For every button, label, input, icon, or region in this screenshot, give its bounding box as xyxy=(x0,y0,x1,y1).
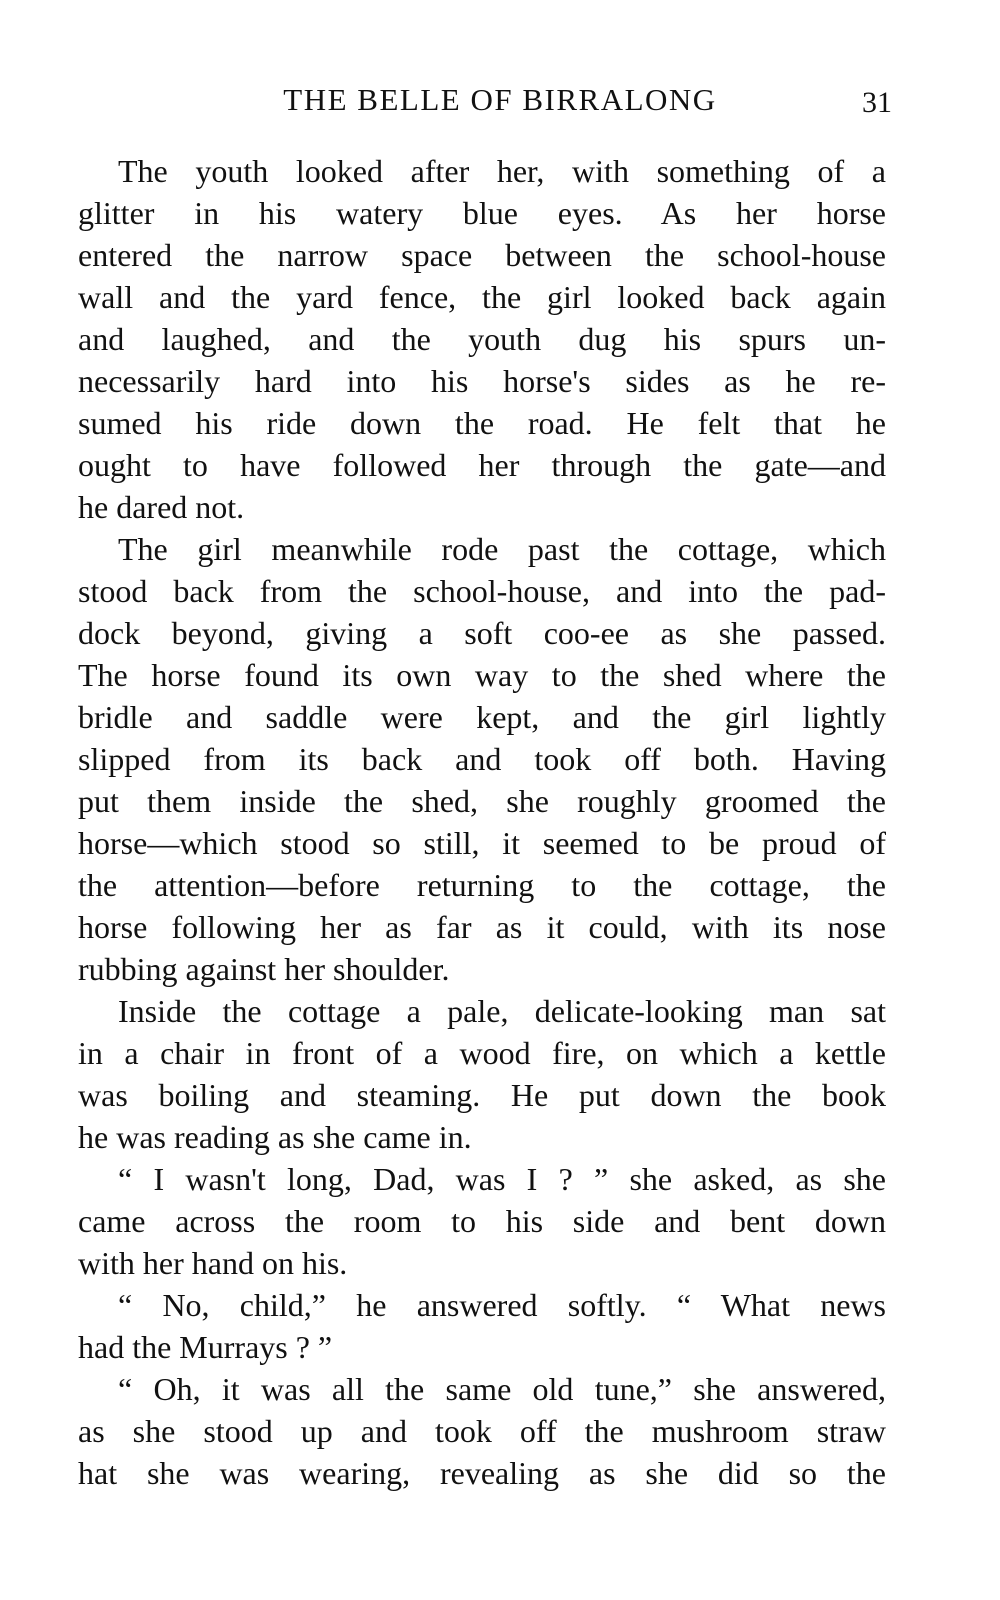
body-text xyxy=(78,150,886,1494)
text-line: slipped from its back and took off both. Having xyxy=(78,741,886,777)
text-line: sumed his ride down the road. He felt that he xyxy=(78,405,886,441)
text-line: necessarily hard into his horse's sides as he re- xyxy=(78,363,886,399)
text-line: and laughed, and the youth dug his spurs un- xyxy=(78,321,886,357)
text-line: The youth looked after her, with something of a xyxy=(118,153,886,189)
text-line: dock beyond, giving a soft coo-ee as she passed. xyxy=(78,615,886,651)
text-line: rubbing against her shoulder. xyxy=(78,951,450,987)
text-line: Inside the cottage a pale, delicate-looking man sat xyxy=(118,993,886,1029)
text-line: bridle and saddle were kept, and the girl lightly xyxy=(78,699,886,735)
text-line: The horse found its own way to the shed where the xyxy=(78,657,886,693)
text-line: “ No, child,” he answered softly. “ What news xyxy=(118,1287,886,1323)
text-line: ought to have followed her through the gate—and xyxy=(78,447,886,483)
text-line: in a chair in front of a wood fire, on which a kettle xyxy=(78,1035,886,1071)
text-line: horse—which stood so still, it seemed to be proud of xyxy=(78,825,886,861)
text-line: “ Oh, it was all the same old tune,” she answered, xyxy=(118,1371,886,1407)
text-line: entered the narrow space between the school-house xyxy=(78,237,886,273)
text-line: glitter in his watery blue eyes. As her horse xyxy=(78,195,886,231)
text-line: horse following her as far as it could, with its nose xyxy=(78,909,886,945)
text-line: as she stood up and took off the mushroom straw xyxy=(78,1413,886,1449)
running-title: THE BELLE OF BIRRALONG xyxy=(283,82,717,117)
text-line: was boiling and steaming. He put down the book xyxy=(78,1077,886,1113)
text-line: wall and the yard fence, the girl looked back again xyxy=(78,279,886,315)
text-line: “ I wasn't long, Dad, was I ? ” she asked, as she xyxy=(118,1161,886,1197)
text-line: The girl meanwhile rode past the cottage, which xyxy=(118,531,886,567)
page-number: 31 xyxy=(862,86,892,119)
text-line: stood back from the school-house, and into the pad- xyxy=(78,573,886,609)
text-line: the attention—before returning to the cottage, the xyxy=(78,867,886,903)
text-line: with her hand on his. xyxy=(78,1245,348,1281)
text-line: came across the room to his side and bent down xyxy=(78,1203,886,1239)
text-line: put them inside the shed, she roughly groomed the xyxy=(78,783,886,819)
text-line: hat she was wearing, revealing as she did so the xyxy=(78,1455,886,1491)
text-line: he was reading as she came in. xyxy=(78,1119,472,1155)
text-line: he dared not. xyxy=(78,489,245,525)
text-line: had the Murrays ? ” xyxy=(78,1329,333,1365)
